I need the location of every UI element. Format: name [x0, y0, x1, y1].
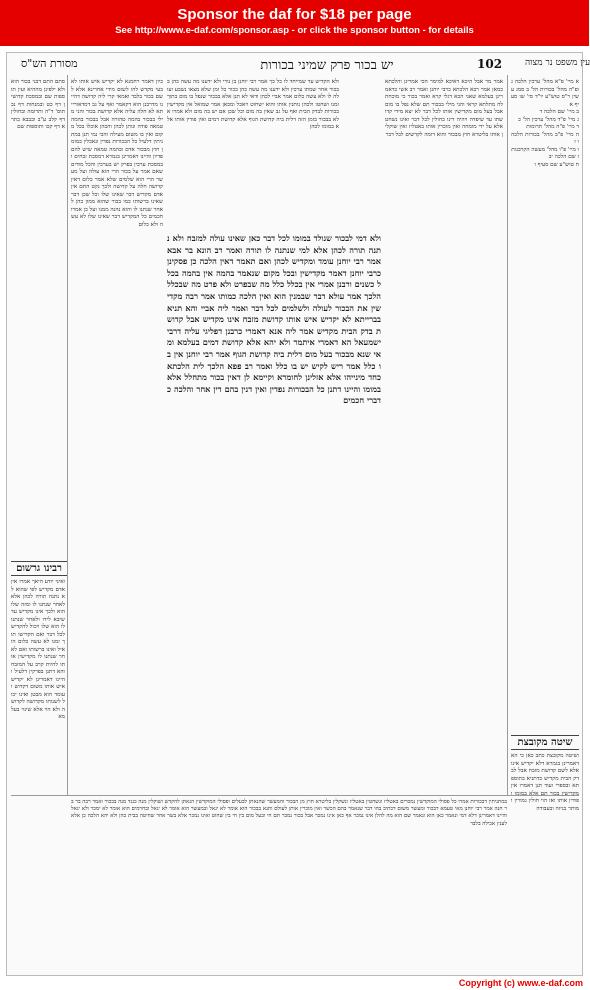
gemara-main-text: ולא דמי לבכור שנולד במומו לכל דבר כאן שאינו עולה למזבח ולא נתנה תורה לכהן אלא למי שנתנה לו תורה ואמר רב הונא בר אבא אמר רבי יוחנן עומד ומקדיש לכהן ואם תאמר דאין הלכה כן פסקינן כרבי יוחנן דאמר מקדישין ובכל מקום שנאמר בהמה אין בהמה בכלל כשנים ורבנן אמרי אין בכלל כלל מה שבפרט ולא פרט מה שבכלל הלכך אמר עולא דבר שבמנין הוא ואין הלכה כמותו אמר רבה מקדישין את הבכור לעולה ולשלמים לכל דבר ואמר ליה אביי והא תניא בברייתא לא יקדיש איש אותו קדושת מזבח אינו מקדיש אבל קדושת בדק הבית מקדיש אמר ליה אנא דאמרי כרבנן דפליגי עליה דרבי ישמעאל הא דאמרי איתמר ולא יהא אלא קדושת דמים בעלמא ומאי שנא מבכור בעל מום דלית ביה קדושת הגוף אמר רבי יוחנן אין בו כלל אמר ריש לקיש יש בו כלל ואמר רב פפא הלכך לית הלכתא כחד מינייהו אלא אזלינן לחומרא וקיימא לן דאין בכור מתחלל אלא במומו והיינו דתנן כל הבכורות נפדין ואין דנין בהם דין אחר והלכה כדברי חכמים	[167, 233, 381, 406]
page-title: יש בכור פרק שמיני בכורות	[260, 58, 394, 73]
talmud-page	[6, 52, 590, 976]
column-divider	[67, 75, 68, 795]
ein-mishpat-notes: א מיי' פ"א מהל' ערכין הלכה ג ופ"ה מהל' בכורות הל' ב סמג עשין ר"ס טוש"ע יו"ד סי' שו סעיף א ב מיי' שם הלכה ד ג מיי' פ"ד מהל' ערכין הל' כ ד מיי' פ"ה מהל' תרומות ה מיי' פ"ב מהל' בכורות הלכה ו ז ו מיי' פ"ו מהל' מעשה הקרבנות ז שם הלכה יב ח טוש"ע שם סעיף ו	[511, 79, 579, 168]
shita-mekubetzes-commentary: ושיטה מקובצת כתב כאן כי הא דאמרינן בגמרא דלא יקדיש אינו אלא לשם קדושת מזבח אבל לבדק הבית מקדיש כדתניא בתוספתא ובספרי ועוד תנן דאמרו אין מקדישין בכור תם אלא במומו ופודין אותו ואז הוי חולין גמורין ומותר בגיזה ובעבודה	[511, 753, 579, 812]
sponsor-banner[interactable]	[0, 0, 589, 46]
bottom-commentary: במתניתין דבכורות אמרו כל פסולי המוקדשין נמכרים באטליז ונשחטין באטליז ונשקלין בליטרא חוץ מן הבכור והמעשר שהנאתן לבעלים ופסולי המוקדשין הנאתן להקדש ושוקלין מנה כנגד מנה בבכור ואמר רבה בר בר חנה אמר רבי יוחנן מאי טעמא דבכור ומעשר משום דכתיב בהו דבר שנאמר בהם הכשר ואין מוכרין אותן לעולם ותנא בבכור הוא אומר לא יגאל ובמעשר הוא אומר לא יגאל ובחרמים הוא אומר לא ימכר ולא יגאל והיינו דאמרינן דלא דמי ונאמר כאן הוא ונאמר שם הוא מה להלן אינו נמכר אף כאן אינו נמכר אבל בכור נמכר תם חי ובעל מום בין חי בין שחוט ואינו נמכר אלא בשר אחר שחיטה בבית כהן ולא יהא הלכה כן אלא לענין אכילה בלבד	[71, 799, 507, 827]
left-margin-notes: סתם התם דבני בכור הוא ולא ילפינן מההיא ועין תוספות שם ובמסכת קדושין דף כט ובמנחות דף נב תוס' ד"ה ותרומה ובחולין דף קלב ע"ב ובבבא בתרא דף קכו ותוספות שם	[11, 79, 65, 130]
page-number: 102	[477, 57, 503, 71]
rabbenu-gershom-label: רבינו גרשום	[11, 561, 67, 576]
shita-mekubetzes-label: שיטה מקובצת	[511, 735, 579, 750]
gemara-upper-commentary: ולא הקדיש עד שמייחד לו כל כך אמר רבי יוחנן בן נורי ולא ידענו מה עשה כהן בבכור אחר שמתו ערכין ולא ידענו מה עשה כהן בכור כל זמן שלא מצאו נשבע ועולה לו ולא עשה כלום אמר אביי לכהן ודאי לא תנן אלא בבכור שנפל בו מום בתוך זמנו ושחטו ולכהן נותנין אותו והוא ישחוט ויאכל ומכאן אמר שמואל אין מקדישין בכורות לבדק הבית ואף על גב שאין בה מום וכל שכן אם יש בה מום ולא אמרו אלא בבכור בזמן הזה דלית ביה קדושת הגוף אלא קדושת דמים ואין פודין אותו אלא במומו לכהן	[167, 79, 339, 130]
copyright-link[interactable]: Copyright (c) www.e-daf.com	[458, 978, 583, 988]
column-divider	[507, 75, 508, 795]
header-left: מסורת הש"ס	[21, 57, 78, 70]
section-divider	[11, 795, 579, 796]
tosafot-commentary: אמר מר אבל היכא דאיכא למימר הכי אמרינן והלכתא כמאן אמר רבא הלכתא כרבי יוחנן ואמר רב אשי כדאמרינן בעלמא שאני הכא דגלי קרא ואמר בכור כי מוכחת לה מתלתא קראי והני מילי בבכור תם שלא נפל בו מום אבל בעל מום מקדישין אותו לכל דבר לא יצא מידי קדושתו עד שיפדה ויהיה דינו כחולין לכל דבר ואינו נשחט אלא על ידי מומחה ואין מוכרין אותו באטליז ואין שוקלין אותו בליטרא חוץ מבכור והוא דומה לקדשים לכל דבר	[385, 79, 503, 138]
rashi-commentary: כיון דאמר רחמנא לא יקדיש איש אותו לא בעי מקדש להו לשום מידי אחרינא אלא לשם בכור בלבד ואמאי קרי ליה קדושה דהיינו מדרבנן הוא דקאמר ואף על גב דמדאורייתא לא חלה עליה אלא קדושת בכור והני מילי בבכור בהמה טהורה אבל בבכור בהמה טמאה פודה ונותן לכהן והכהן אוכלו בכל מקום ואין בו משום מעילה והכי נמי תנן במתניתין דלעיל כל הבכורות נפדין ונאכלין במומן חוץ מבכור אדם ובהמה טמאה שיש להם פדיון והיינו דאמרינן בגמרא דמסכת זבחים ובמסכת ערכין בפרק יש בערכין והכל מודים שאם אמר על בכור הרי הוא עולה ועל מעשר הרי הוא שלמים שלא אמר כלום דאין קדושה חלה על קדושה ולכך נקט התם אין אדם מקדיש דבר שאינו שלו וכל שכן דבר שאינו ברשותו כמו בכור שהוא ממון כהן לאחר שנתנו לו והוא נהנה ממנו ועל כן אמרו חכמים כל המקדיש דבר שאינו שלו לא עשה ולא כלום	[71, 79, 163, 228]
sponsor-subtitle[interactable]: See http://www.e-daf.com/sponsor.asp - or click the sponsor button - for details	[115, 25, 474, 36]
header-right: עין משפט נר מצוה	[525, 58, 590, 68]
rabbenu-gershom-commentary: ואיני יודע היאך אמרו אין אדם מקדיש לפי שהוא לא נתנה תורה לכהן אלא לאחר שנתנו לו ומזה שלו הוא ולכך אינו מקדיש עד שיבא לידו ולאחר שנתנו לו הוא שלו ויכול להקדיש לכל דבר ואם הקדישו תוך זמנו לא עשה כלום הואיל ואינו ברשותו ואם לאחר שנתנו לו מקדישין אותו להיות קרב על המזבח והא דתנן בפרקין דלעיל והיינו דאמרינן לא יקדיש איש אותו משום דקדוש ועומד הוא מבטן ואינו יכול לשנותו מקדושה לקדושה ולא הוי אלא שינוי בעלמא	[11, 579, 65, 720]
sponsor-title[interactable]: Sponsor the daf for $18 per page	[177, 6, 412, 23]
